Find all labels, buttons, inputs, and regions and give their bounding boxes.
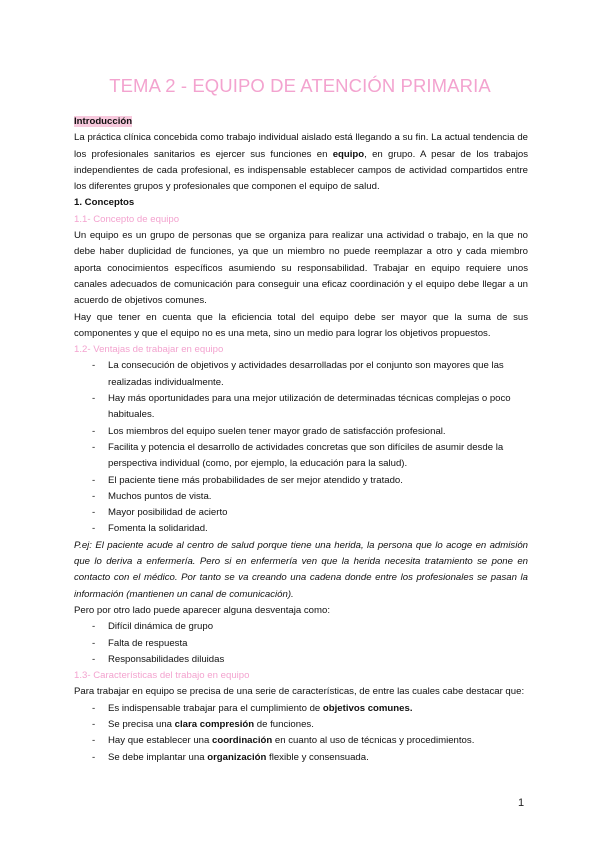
sub3-heading: 1.3- Características del trabajo en equipo [74, 670, 250, 682]
section1-heading: 1. Conceptos [74, 197, 135, 209]
item-bold: clara compresión [174, 718, 255, 730]
list-item [74, 733, 528, 749]
page-number: 1 [518, 797, 525, 809]
list-item: - Difícil dinámica de grupo [74, 619, 528, 635]
sub1-paragraph-1: Un equipo es un grupo de personas que se organiza para realizar una actividad o trabajo, en la que no debe haber duplicidad de funciones, ya que un miembro no puede reemplazar a otro y cada miembro aporta conocimientos específicos asumiendo su responsabilidad. Trabajar en equipo requiere unos canales adecuados de comunicación para conseguir una eficaz coordinación y el equipo debe llegar a un acuerdo de objetivos comunes. [74, 230, 528, 307]
item-bold: coordinación [212, 735, 273, 747]
list-item: - Mayor posibilidad de acierto [74, 505, 528, 521]
characteristics-list [74, 701, 528, 766]
intro-bold-word: equipo [332, 148, 365, 160]
list-item: - Los miembros del equipo suelen tener mayor grado de satisfacción profesional. [74, 424, 528, 440]
example-paragraph: P.ej: El paciente acude al centro de salud porque tiene una herida, la persona que lo acoge en admisión que lo deriva a enfermería. Pero si en enfermería ven que la herida necesita tratamiento se pone en contacto con el médico. Por tanto se va creando una cadena donde entre los profesionales se pasan la información (mantienen un canal de comunicación). [74, 539, 528, 600]
sub3-intro: Para trabajar en equipo se precisa de una serie de características, de entre las cuales cabe destacar que: [74, 686, 525, 698]
list-item: - Hay más oportunidades para una mejor utilización de determinadas técnicas complejas o poco habituales. [74, 391, 528, 424]
item-text: Se precisa una [108, 718, 175, 730]
list-item: - La consecución de objetivos y actividades desarrolladas por el conjunto son mayores que las realizadas individualmente. [74, 358, 528, 391]
list-item [74, 750, 528, 766]
item-text: flexible y consensuada. [266, 751, 369, 763]
item-bold: organización [207, 751, 267, 763]
item-text: Hay que establecer una [108, 735, 212, 747]
document-body [74, 114, 528, 766]
list-item [74, 701, 528, 717]
intro-heading: Introducción [74, 116, 133, 127]
sub1-heading: 1.1- Concepto de equipo [74, 213, 180, 225]
list-item: - Fomenta la solidaridad. [74, 521, 528, 537]
list-item: - Responsabilidades diluidas [74, 652, 528, 668]
item-text: en cuanto al uso de técnicas y procedimientos. [272, 735, 475, 747]
list-item [74, 717, 528, 733]
item-bold: objetivos comunes. [322, 702, 413, 714]
list-item: - El paciente tiene más probabilidades de ser mejor atendido y tratado. [74, 473, 528, 489]
disadvantages-list [74, 619, 528, 668]
intro-text-b: , en grupo. A pesar de los trabajos independientes de cada profesional, es indispensable establecer campos de actividad compartidos entre los diferentes grupos y profesionales que componen el equipo de salud. [74, 148, 529, 193]
list-item: - Falta de respuesta [74, 636, 528, 652]
item-text: de funciones. [254, 718, 314, 730]
document-title: TEMA 2 - EQUIPO DE ATENCIÓN PRIMARIA [109, 75, 491, 96]
item-text: Se debe implantar una [108, 751, 208, 763]
intro-text-a: La práctica clínica concebida como trabajo individual aislado está llegando a su fin. La actual tendencia de los profesionales sanitarios es ejercer sus funciones en [74, 132, 528, 160]
advantages-list [74, 358, 528, 537]
disadvantages-intro: Pero por otro lado puede aparecer alguna desventaja como: [74, 604, 331, 616]
intro-paragraph [74, 130, 528, 195]
list-item: - Muchos puntos de vista. [74, 489, 528, 505]
sub2-heading: 1.2- Ventajas de trabajar en equipo [74, 344, 224, 356]
list-item: - Facilita y potencia el desarrollo de actividades concretas que son difíciles de asumir desde la perspectiva individual (como, por ejemplo, la educación para la salud). [74, 440, 528, 473]
item-text: Es indispensable trabajar para el cumplimiento de [108, 702, 323, 714]
sub1-paragraph-2: Hay que tener en cuenta que la eficiencia total del equipo debe ser mayor que la suma de sus componentes y que el equipo no es una meta, sino un medio para lograr los objetivos propuestos. [74, 311, 528, 339]
